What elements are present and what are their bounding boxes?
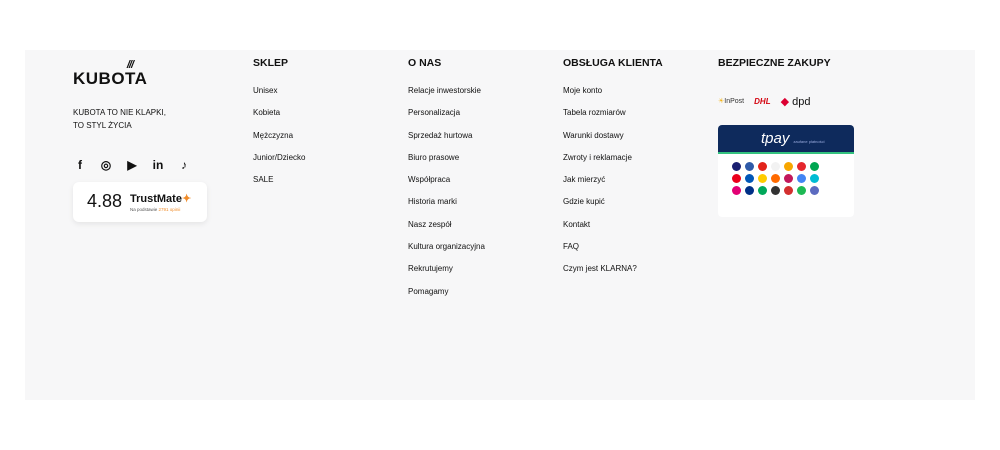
logo-wordmark: KUBOTA	[73, 69, 148, 88]
footer-link[interactable]: Relacje inwestorskie	[408, 86, 481, 95]
tiktok-icon[interactable]: ♪	[181, 158, 187, 172]
footer-link[interactable]: Współpraca	[408, 175, 451, 185]
payment-method-icon	[745, 186, 754, 195]
footer-link[interactable]: SALE	[253, 175, 274, 185]
column-title-o-nas: O NAS	[408, 57, 442, 69]
footer-link[interactable]: Mężczyzna	[253, 130, 294, 140]
footer-link[interactable]: Rekrutujemy	[408, 264, 453, 274]
payment-method-icon	[784, 162, 793, 171]
rating-note-count: 2791 opinii	[158, 207, 181, 212]
footer-link[interactable]: Tabela rozmiarów	[563, 108, 626, 118]
column-title-sklep: SKLEP	[253, 57, 289, 69]
kubota-logo[interactable]	[73, 59, 148, 88]
footer-link[interactable]: Unisex	[253, 86, 278, 95]
rating-score: 4.88	[87, 191, 123, 211]
payment-method-icon	[758, 162, 767, 171]
payment-method-icon	[758, 186, 767, 195]
footer-link[interactable]: Historia marki	[408, 197, 457, 207]
tpay-header	[718, 125, 854, 154]
payment-method-icon	[771, 162, 780, 171]
trustmate-badge[interactable]	[73, 182, 207, 222]
footer-link[interactable]: Gdzie kupić	[563, 197, 605, 207]
facebook-icon[interactable]: f	[78, 158, 82, 172]
logo-marks: ///	[126, 59, 133, 71]
payment-method-icon	[771, 174, 780, 183]
carrier-logos	[718, 92, 858, 110]
footer-link[interactable]: Nasz zespół	[408, 219, 452, 229]
instagram-icon[interactable]: ◎	[100, 158, 112, 172]
payment-method-icon	[784, 186, 793, 195]
obsluga-links	[563, 84, 663, 285]
tpay-subtitle: zaufane płatności	[793, 139, 825, 144]
social-links	[73, 158, 191, 172]
payment-method-icon	[758, 174, 767, 183]
tpay-payment-panel	[718, 125, 854, 217]
payment-method-icon	[732, 186, 741, 195]
tagline-line-2: TO STYL ŻYCIA	[73, 121, 132, 130]
payment-method-icon	[797, 186, 806, 195]
column-o-nas	[408, 57, 485, 307]
footer-link[interactable]: Junior/Dziecko	[253, 152, 306, 162]
footer-link[interactable]: Biuro prasowe	[408, 152, 460, 162]
dpd-cube-icon: ◆	[780, 95, 790, 108]
payment-method-icon	[810, 174, 819, 183]
footer-link[interactable]: Sprzedaż hurtowa	[408, 130, 473, 140]
footer-link[interactable]: Kobieta	[253, 108, 281, 118]
footer-link[interactable]: Zwroty i reklamacje	[563, 152, 632, 162]
o-nas-links	[408, 84, 485, 307]
trustmate-brand-text: TrustMate	[130, 193, 182, 205]
rating-note	[130, 207, 180, 212]
dpd-logo	[781, 95, 811, 108]
sklep-links	[253, 84, 305, 195]
payment-method-icon	[810, 162, 819, 171]
footer-link[interactable]: Warunki dostawy	[563, 130, 624, 140]
payment-method-icon	[797, 174, 806, 183]
payment-method-icon	[732, 174, 741, 183]
inpost-logo	[718, 97, 744, 105]
footer-link[interactable]: Jak mierzyć	[563, 175, 606, 185]
trustmate-brand	[130, 192, 191, 205]
payment-method-icon	[745, 174, 754, 183]
dhl-logo: DHL	[754, 96, 771, 106]
payment-method-icon	[784, 174, 793, 183]
payment-method-icon	[797, 162, 806, 171]
payment-method-icon	[732, 162, 741, 171]
column-sklep	[253, 57, 305, 195]
rating-note-prefix: Na podstawie	[130, 207, 158, 212]
payment-method-icons	[718, 154, 854, 195]
youtube-icon[interactable]: ▶	[127, 158, 137, 172]
inpost-text: InPost	[724, 98, 745, 105]
footer-link[interactable]: Kultura organizacyjna	[408, 242, 485, 252]
footer-link[interactable]: Czym jest KLARNA?	[563, 264, 637, 274]
column-bezpieczne-zakupy	[718, 57, 831, 84]
tagline-line-1: KUBOTA TO NIE KLAPKI,	[73, 108, 166, 117]
column-title-bezpieczne: BEZPIECZNE ZAKUPY	[718, 57, 831, 69]
payment-method-icon	[771, 186, 780, 195]
payment-method-icon	[810, 186, 819, 195]
inpost-sun-icon: ☀	[718, 98, 725, 105]
column-obsluga-klienta	[563, 57, 663, 285]
payment-method-icon	[745, 162, 754, 171]
column-title-obsluga: OBSŁUGA KLIENTA	[563, 57, 663, 69]
linkedin-icon[interactable]: in	[152, 158, 164, 172]
footer-link[interactable]: Moje konto	[563, 86, 603, 95]
tpay-logo: tpay	[761, 130, 790, 147]
footer-link[interactable]: FAQ	[563, 242, 580, 252]
trustmate-star-icon: ✦	[181, 193, 192, 205]
brand-tagline	[73, 106, 183, 132]
footer-link[interactable]: Kontakt	[563, 219, 591, 229]
footer-link[interactable]: Personalizacja	[408, 108, 461, 118]
dpd-text: dpd	[792, 95, 811, 108]
footer-link[interactable]: Pomagamy	[408, 286, 449, 296]
